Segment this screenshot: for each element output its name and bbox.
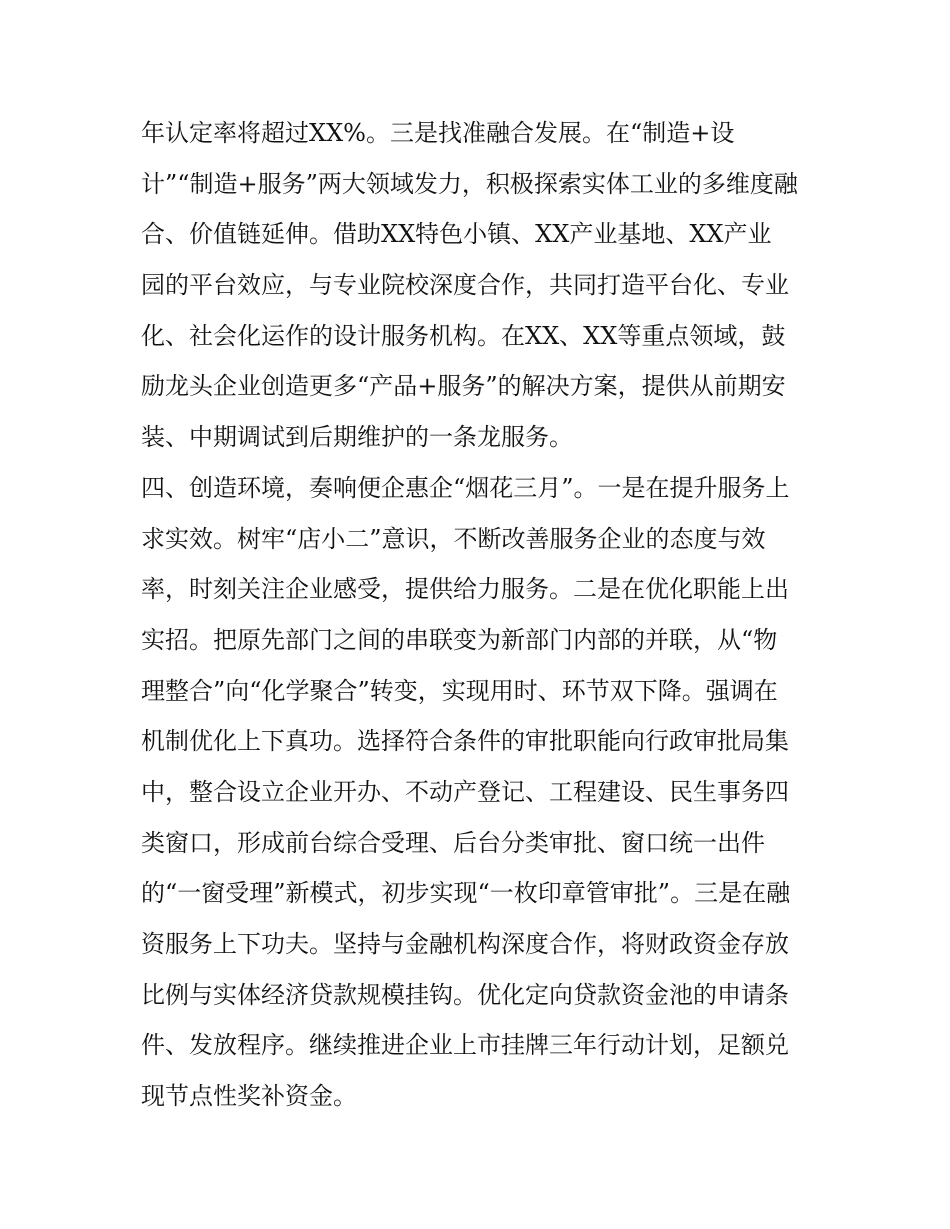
section-heading-line: 四、创造环境，奏响便企惠企“烟花三月”。一是在提升服务上 [141,473,790,502]
text-line: 比例与实体经济贷款规模挂钩。优化定向贷款资金池的申请条 [141,980,789,1009]
text-line: 计”“制造+服务”两大领域发力，积极探索实体工业的多维度融 [141,169,798,198]
text-line: 中，整合设立企业开办、不动产登记、工程建设、民生事务四 [141,777,789,806]
text-line: 求实效。树牢“店小二”意识，不断改善服务企业的态度与效 [141,524,766,553]
text-line: 机制优化上下真功。选择符合条件的审批职能向行政审批局集 [141,727,789,756]
text-line: 合、价值链延伸。借助XX特色小镇、XX产业基地、XX产业 [141,220,772,249]
text-line: 园的平台效应，与专业院校深度合作，共同打造平台化、专业 [141,271,789,300]
text-line: 件、发放程序。继续推进企业上市挂牌三年行动计划，足额兑 [141,1031,789,1060]
text-line: 的“一窗受理”新模式，初步实现“一枚印章管审批”。三是在融 [141,879,791,908]
text-line: 励龙头企业创造更多“产品+服务”的解决方案，提供从前期安 [141,372,786,401]
text-line: 资服务上下功夫。坚持与金融机构深度合作，将财政资金存放 [141,930,789,958]
text-line: 化、社会化运作的设计服务机构。在XX、XX等重点领域，鼓 [141,321,786,350]
body-text [141,108,821,1122]
text-line: 现节点性奖补资金。 [141,1082,357,1111]
text-line: 率，时刻关注企业感受，提供给力服务。二是在优化职能上出 [141,575,789,604]
text-line: 年认定率将超过XX%。三是找准融合发展。在“制造+设 [141,119,735,147]
text-line: 理整合”向“化学聚合”转变，实现用时、环节双下降。强调在 [141,676,778,705]
text-line: 装、中期调试到后期维护的一条龙服务。 [141,423,573,452]
text-line: 实招。把原先部门之间的串联变为新部门内部的并联，从“物 [141,625,778,654]
text-line: 类窗口，形成前台综合受理、后台分类审批、窗口统一出件 [141,828,765,857]
